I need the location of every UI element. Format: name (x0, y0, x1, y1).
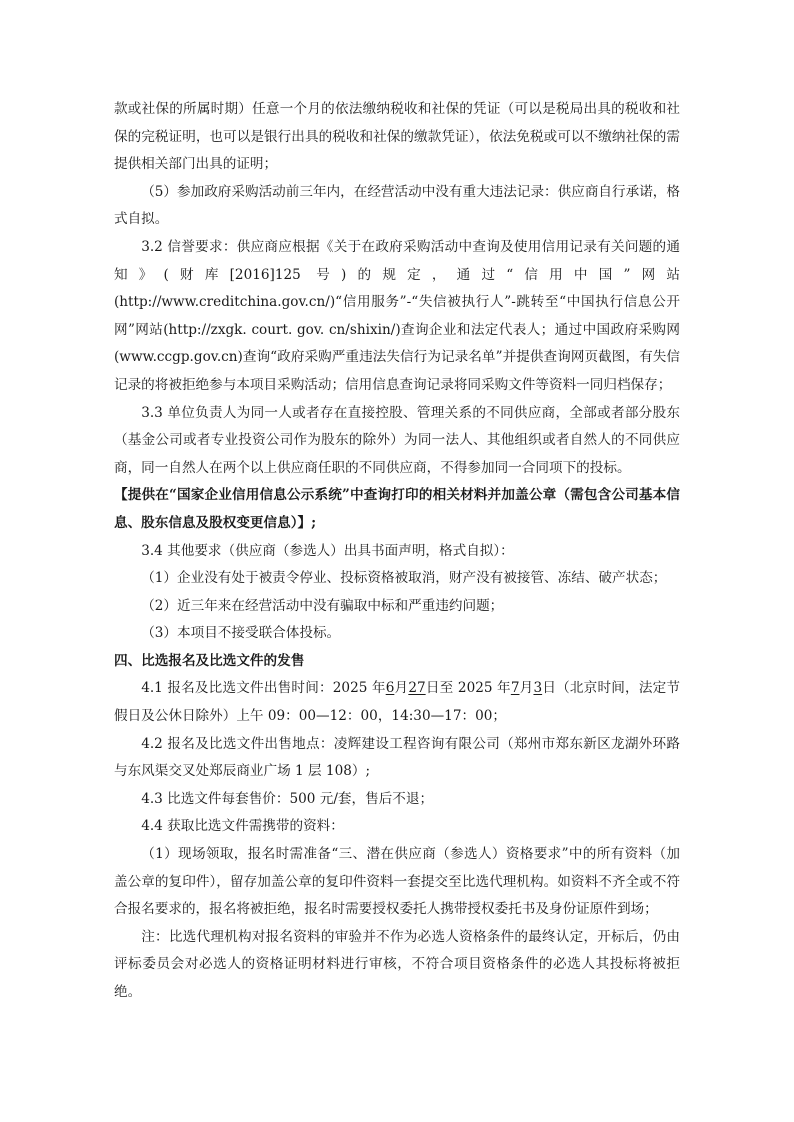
paragraph-sale-location: 4.2 报名及比选文件出售地点：凌辉建设工程咨询有限公司（郑州市郑东新区龙湖外环路与东风渠交叉处郑辰商业广场 1 层 108）; (114, 735, 680, 780)
paragraph-control-relationship: 3.3 单位负责人为同一人或者存在直接控股、管理关系的不同供应商，全部或者部分股东（基金公司或者专业投资公司作为股东的除外）为同一法人、其他组织或者自然人的不同供应商，同一自然人在两个以上供应商任职的不同供应商，不得参加同一合同项下的投标。 (114, 404, 680, 476)
sale-time-prefix: 4.1 报名及比选文件出售时间：2025 年 (141, 680, 386, 697)
end-month: 7 (510, 680, 520, 697)
date-connector: 日至 2025 年 (425, 680, 511, 697)
list-item-no-consortium: （3）本项目不接受联合体投标。 (141, 625, 341, 642)
list-item-no-suspension: （1）企业没有处于被责令停业、投标资格被取消，财产没有被接管、冻结、破产状态； (141, 570, 667, 587)
paragraph-tax-social-security: 款或社保的所属时期）任意一个月的依法缴纳税收和社保的凭证（可以是税局出具的税收和社保的完税证明，也可以是银行出具的税收和社保的缴款凭证），依法免税或可以不缴纳社保的需提供相关部门出具的证明； (114, 101, 680, 173)
start-month: 6 (385, 680, 395, 697)
sale-time-suffix: 日（北京时间，法定节假日及公休日除外）上午 09：00—12：00，14:30—17：00； (114, 680, 681, 725)
paragraph-sale-time (114, 675, 680, 730)
paragraph-enterprise-credit-note: 【提供在“国家企业信用信息公示系统”中查询打印的相关材料并加盖公章（需包含公司基本信息、股东信息及股权变更信息）】; (114, 487, 680, 531)
month-label-1: 月 (394, 680, 409, 697)
paragraph-price: 4.3 比选文件每套售价：500 元/套，售后不退； (141, 790, 434, 807)
paragraph-no-violation-record: （5）参加政府采购活动前三年内，在经营活动中没有重大违法记录：供应商自行承诺，格式自拟。 (114, 183, 680, 228)
paragraph-required-materials: 4.4 获取比选文件需携带的资料： (141, 818, 344, 835)
start-day: 27 (408, 680, 426, 697)
paragraph-note: 注：比选代理机构对报名资料的审验并不作为必选人资格条件的最终认定，开标后，仍由评标委员会对必选人的资格证明材料进行审核，不符合项目资格条件的必选人其投标将被拒绝。 (114, 928, 680, 1000)
list-item-no-fraud: （2）近三年来在经营活动中没有骗取中标和严重违约问题； (141, 597, 504, 614)
end-day: 3 (533, 680, 543, 697)
paragraph-other-requirements: 3.4 其他要求（供应商（参选人）出具书面声明，格式自拟）： (141, 542, 514, 559)
paragraph-credit-requirement: 3.2 信誉要求：供应商应根据《关于在政府采购活动中查询及使用信用记录有关问题的通知》(财库[2016]125 号)的规定，通过“信用中国”网站(http://www.creditchina.gov.cn/)“信用服务”-“失信被执行人”-跳转至“中国执行信息公开网”网站(http://zxgk. court. gov. cn/shixin/)查询企业和法定代表人；通过中国政府采购网 (www.ccgp.gov.cn)查询“政府采购严重违法失信行为记录名单”并提供查询网页截图，有失信记录的将被拒绝参与本项目采购活动；信用信息查询记录将同采购文件等资料一同归档保存； (114, 238, 694, 393)
paragraph-onsite-collection: （1）现场领取，报名时需准备“三、潜在供应商（参选人）资格要求”中的所有资料（加盖公章的复印件），留存加盖公章的复印件资料一套提交至比选代理机构。如资料不齐全或不符合报名要求的，报名将被拒绝，报名时需要授权委托人携带授权委托书及身份证原件到场； (114, 846, 680, 918)
section-heading-registration: 四、比选报名及比选文件的发售 (114, 652, 305, 669)
month-label-2: 月 (519, 680, 534, 697)
